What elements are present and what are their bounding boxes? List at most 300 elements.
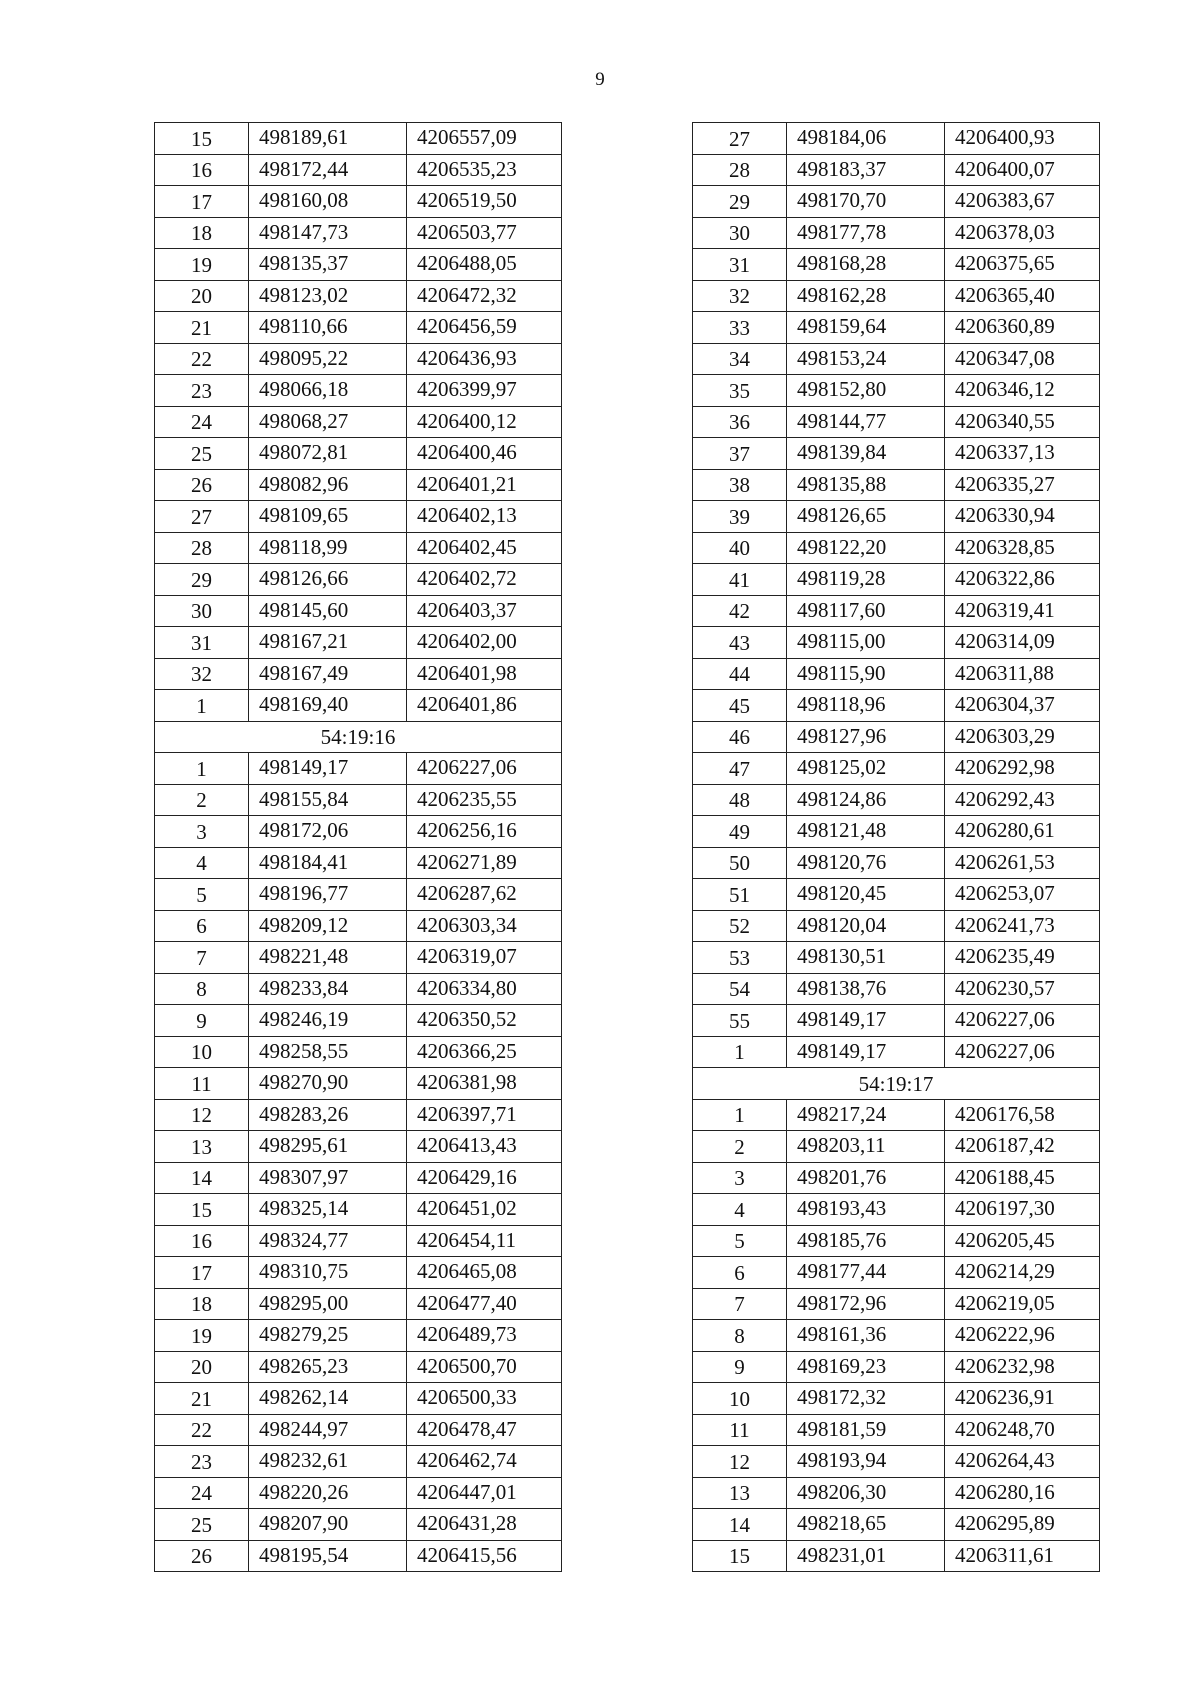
x-coordinate: 498206,30 <box>787 1477 945 1509</box>
point-number: 32 <box>155 658 249 690</box>
x-coordinate: 498218,65 <box>787 1509 945 1541</box>
x-coordinate: 498110,66 <box>249 312 407 344</box>
y-coordinate: 4206328,85 <box>945 532 1100 564</box>
y-coordinate: 4206375,65 <box>945 249 1100 281</box>
y-coordinate: 4206287,62 <box>407 879 562 911</box>
point-number: 22 <box>155 1414 249 1446</box>
point-number: 31 <box>693 249 787 281</box>
table-row <box>693 847 1100 879</box>
y-coordinate: 4206488,05 <box>407 249 562 281</box>
point-number: 1 <box>693 1036 787 1068</box>
x-coordinate: 498155,84 <box>249 784 407 816</box>
x-coordinate: 498135,37 <box>249 249 407 281</box>
table-row <box>155 375 562 407</box>
x-coordinate: 498283,26 <box>249 1099 407 1131</box>
table-row <box>693 1005 1100 1037</box>
table-row <box>155 627 562 659</box>
parcel-number: 54:19:16 <box>155 721 562 753</box>
x-coordinate: 498162,28 <box>787 280 945 312</box>
table-row <box>693 123 1100 155</box>
table-row <box>693 721 1100 753</box>
y-coordinate: 4206227,06 <box>945 1036 1100 1068</box>
table-row <box>155 1257 562 1289</box>
point-number: 10 <box>155 1036 249 1068</box>
x-coordinate: 498169,40 <box>249 690 407 722</box>
y-coordinate: 4206401,21 <box>407 469 562 501</box>
table-row <box>693 1225 1100 1257</box>
point-number: 15 <box>693 1540 787 1572</box>
table-row <box>155 1099 562 1131</box>
table-row <box>155 879 562 911</box>
point-number: 21 <box>155 1383 249 1415</box>
point-number: 41 <box>693 564 787 596</box>
point-number: 31 <box>155 627 249 659</box>
y-coordinate: 4206188,45 <box>945 1162 1100 1194</box>
point-number: 23 <box>155 1446 249 1478</box>
point-number: 27 <box>155 501 249 533</box>
point-number: 13 <box>155 1131 249 1163</box>
x-coordinate: 498195,54 <box>249 1540 407 1572</box>
x-coordinate: 498118,99 <box>249 532 407 564</box>
x-coordinate: 498115,00 <box>787 627 945 659</box>
y-coordinate: 4206397,71 <box>407 1099 562 1131</box>
y-coordinate: 4206381,98 <box>407 1068 562 1100</box>
table-row <box>155 186 562 218</box>
x-coordinate: 498109,65 <box>249 501 407 533</box>
point-number: 14 <box>693 1509 787 1541</box>
x-coordinate: 498119,28 <box>787 564 945 596</box>
x-coordinate: 498125,02 <box>787 753 945 785</box>
x-coordinate: 498167,21 <box>249 627 407 659</box>
table-row <box>155 532 562 564</box>
table-row <box>693 910 1100 942</box>
table-row <box>693 1351 1100 1383</box>
y-coordinate: 4206400,93 <box>945 123 1100 155</box>
x-coordinate: 498172,44 <box>249 154 407 186</box>
table-row <box>693 595 1100 627</box>
y-coordinate: 4206322,86 <box>945 564 1100 596</box>
y-coordinate: 4206303,29 <box>945 721 1100 753</box>
x-coordinate: 498149,17 <box>787 1036 945 1068</box>
y-coordinate: 4206399,97 <box>407 375 562 407</box>
point-number: 33 <box>693 312 787 344</box>
point-number: 35 <box>693 375 787 407</box>
y-coordinate: 4206401,98 <box>407 658 562 690</box>
point-number: 6 <box>693 1257 787 1289</box>
x-coordinate: 498177,78 <box>787 217 945 249</box>
table-row <box>155 469 562 501</box>
y-coordinate: 4206235,55 <box>407 784 562 816</box>
x-coordinate: 498295,61 <box>249 1131 407 1163</box>
table-row <box>693 1540 1100 1572</box>
x-coordinate: 498170,70 <box>787 186 945 218</box>
x-coordinate: 498115,90 <box>787 658 945 690</box>
point-number: 34 <box>693 343 787 375</box>
x-coordinate: 498184,41 <box>249 847 407 879</box>
y-coordinate: 4206292,43 <box>945 784 1100 816</box>
y-coordinate: 4206248,70 <box>945 1414 1100 1446</box>
coordinates-table-left-body <box>155 123 562 1572</box>
y-coordinate: 4206230,57 <box>945 973 1100 1005</box>
y-coordinate: 4206400,07 <box>945 154 1100 186</box>
x-coordinate: 498246,19 <box>249 1005 407 1037</box>
table-row <box>155 658 562 690</box>
table-row <box>693 1509 1100 1541</box>
table-row <box>693 406 1100 438</box>
table-row <box>693 784 1100 816</box>
section-header-row <box>155 721 562 753</box>
y-coordinate: 4206503,77 <box>407 217 562 249</box>
point-number: 1 <box>155 753 249 785</box>
y-coordinate: 4206261,53 <box>945 847 1100 879</box>
table-row <box>693 1036 1100 1068</box>
point-number: 2 <box>155 784 249 816</box>
table-row <box>693 1194 1100 1226</box>
point-number: 15 <box>155 1194 249 1226</box>
point-number: 14 <box>155 1162 249 1194</box>
y-coordinate: 4206292,98 <box>945 753 1100 785</box>
x-coordinate: 498072,81 <box>249 438 407 470</box>
x-coordinate: 498118,96 <box>787 690 945 722</box>
coordinates-table-right-body <box>693 123 1100 1572</box>
y-coordinate: 4206303,34 <box>407 910 562 942</box>
table-row <box>693 469 1100 501</box>
x-coordinate: 498307,97 <box>249 1162 407 1194</box>
x-coordinate: 498217,24 <box>787 1099 945 1131</box>
point-number: 20 <box>155 280 249 312</box>
point-number: 3 <box>693 1162 787 1194</box>
y-coordinate: 4206280,61 <box>945 816 1100 848</box>
x-coordinate: 498123,02 <box>249 280 407 312</box>
table-row <box>693 375 1100 407</box>
y-coordinate: 4206222,96 <box>945 1320 1100 1352</box>
point-number: 18 <box>155 217 249 249</box>
x-coordinate: 498324,77 <box>249 1225 407 1257</box>
y-coordinate: 4206500,33 <box>407 1383 562 1415</box>
x-coordinate: 498122,20 <box>787 532 945 564</box>
point-number: 17 <box>155 1257 249 1289</box>
table-row <box>155 1288 562 1320</box>
table-row <box>693 249 1100 281</box>
y-coordinate: 4206454,11 <box>407 1225 562 1257</box>
x-coordinate: 498207,90 <box>249 1509 407 1541</box>
point-number: 9 <box>155 1005 249 1037</box>
point-number: 7 <box>155 942 249 974</box>
x-coordinate: 498126,66 <box>249 564 407 596</box>
x-coordinate: 498209,12 <box>249 910 407 942</box>
point-number: 19 <box>155 249 249 281</box>
table-row <box>693 564 1100 596</box>
page-number: 9 <box>595 69 605 90</box>
table-row <box>693 627 1100 659</box>
point-number: 51 <box>693 879 787 911</box>
x-coordinate: 498145,60 <box>249 595 407 627</box>
y-coordinate: 4206319,41 <box>945 595 1100 627</box>
table-row <box>155 1194 562 1226</box>
y-coordinate: 4206451,02 <box>407 1194 562 1226</box>
point-number: 40 <box>693 532 787 564</box>
x-coordinate: 498066,18 <box>249 375 407 407</box>
point-number: 5 <box>155 879 249 911</box>
table-row <box>693 154 1100 186</box>
y-coordinate: 4206360,89 <box>945 312 1100 344</box>
coordinates-table-left <box>154 122 562 1572</box>
table-row <box>155 123 562 155</box>
x-coordinate: 498310,75 <box>249 1257 407 1289</box>
y-coordinate: 4206402,72 <box>407 564 562 596</box>
point-number: 24 <box>155 406 249 438</box>
x-coordinate: 498244,97 <box>249 1414 407 1446</box>
y-coordinate: 4206271,89 <box>407 847 562 879</box>
x-coordinate: 498161,36 <box>787 1320 945 1352</box>
x-coordinate: 498120,76 <box>787 847 945 879</box>
y-coordinate: 4206346,12 <box>945 375 1100 407</box>
point-number: 30 <box>693 217 787 249</box>
point-number: 15 <box>155 123 249 155</box>
x-coordinate: 498189,61 <box>249 123 407 155</box>
y-coordinate: 4206205,45 <box>945 1225 1100 1257</box>
x-coordinate: 498169,23 <box>787 1351 945 1383</box>
point-number: 17 <box>155 186 249 218</box>
point-number: 36 <box>693 406 787 438</box>
table-row <box>155 910 562 942</box>
table-row <box>693 1320 1100 1352</box>
point-number: 28 <box>693 154 787 186</box>
x-coordinate: 498168,28 <box>787 249 945 281</box>
point-number: 29 <box>693 186 787 218</box>
y-coordinate: 4206456,59 <box>407 312 562 344</box>
table-row <box>155 154 562 186</box>
table-row <box>155 217 562 249</box>
x-coordinate: 498147,73 <box>249 217 407 249</box>
y-coordinate: 4206535,23 <box>407 154 562 186</box>
x-coordinate: 498196,77 <box>249 879 407 911</box>
table-row <box>155 1540 562 1572</box>
point-number: 32 <box>693 280 787 312</box>
y-coordinate: 4206241,73 <box>945 910 1100 942</box>
point-number: 2 <box>693 1131 787 1163</box>
y-coordinate: 4206176,58 <box>945 1099 1100 1131</box>
point-number: 12 <box>693 1446 787 1478</box>
y-coordinate: 4206403,37 <box>407 595 562 627</box>
x-coordinate: 498160,08 <box>249 186 407 218</box>
table-row <box>155 1509 562 1541</box>
x-coordinate: 498130,51 <box>787 942 945 974</box>
y-coordinate: 4206477,40 <box>407 1288 562 1320</box>
y-coordinate: 4206365,40 <box>945 280 1100 312</box>
y-coordinate: 4206236,91 <box>945 1383 1100 1415</box>
point-number: 55 <box>693 1005 787 1037</box>
point-number: 8 <box>693 1320 787 1352</box>
table-row <box>155 942 562 974</box>
y-coordinate: 4206337,13 <box>945 438 1100 470</box>
x-coordinate: 498068,27 <box>249 406 407 438</box>
x-coordinate: 498138,76 <box>787 973 945 1005</box>
x-coordinate: 498265,23 <box>249 1351 407 1383</box>
x-coordinate: 498232,61 <box>249 1446 407 1478</box>
y-coordinate: 4206311,88 <box>945 658 1100 690</box>
table-row <box>693 1446 1100 1478</box>
point-number: 23 <box>155 375 249 407</box>
table-row <box>155 1446 562 1478</box>
point-number: 11 <box>155 1068 249 1100</box>
point-number: 42 <box>693 595 787 627</box>
table-row <box>155 816 562 848</box>
table-row <box>693 1257 1100 1289</box>
x-coordinate: 498126,65 <box>787 501 945 533</box>
y-coordinate: 4206402,45 <box>407 532 562 564</box>
y-coordinate: 4206340,55 <box>945 406 1100 438</box>
y-coordinate: 4206462,74 <box>407 1446 562 1478</box>
table-row <box>155 973 562 1005</box>
point-number: 7 <box>693 1288 787 1320</box>
y-coordinate: 4206400,46 <box>407 438 562 470</box>
y-coordinate: 4206378,03 <box>945 217 1100 249</box>
table-row <box>155 1351 562 1383</box>
x-coordinate: 498149,17 <box>249 753 407 785</box>
point-number: 22 <box>155 343 249 375</box>
point-number: 44 <box>693 658 787 690</box>
table-row <box>693 1414 1100 1446</box>
y-coordinate: 4206500,70 <box>407 1351 562 1383</box>
table-row <box>155 1068 562 1100</box>
table-row <box>155 690 562 722</box>
point-number: 25 <box>155 1509 249 1541</box>
x-coordinate: 498120,04 <box>787 910 945 942</box>
parcel-number: 54:19:17 <box>693 1068 1100 1100</box>
x-coordinate: 498185,76 <box>787 1225 945 1257</box>
table-row <box>155 595 562 627</box>
table-row <box>155 1005 562 1037</box>
y-coordinate: 4206415,56 <box>407 1540 562 1572</box>
y-coordinate: 4206214,29 <box>945 1257 1100 1289</box>
x-coordinate: 498181,59 <box>787 1414 945 1446</box>
x-coordinate: 498124,86 <box>787 784 945 816</box>
point-number: 52 <box>693 910 787 942</box>
table-row <box>693 942 1100 974</box>
x-coordinate: 498220,26 <box>249 1477 407 1509</box>
x-coordinate: 498270,90 <box>249 1068 407 1100</box>
coordinates-table-right <box>692 122 1100 1572</box>
y-coordinate: 4206465,08 <box>407 1257 562 1289</box>
y-coordinate: 4206330,94 <box>945 501 1100 533</box>
point-number: 27 <box>693 123 787 155</box>
point-number: 54 <box>693 973 787 1005</box>
x-coordinate: 498193,94 <box>787 1446 945 1478</box>
point-number: 28 <box>155 532 249 564</box>
x-coordinate: 498120,45 <box>787 879 945 911</box>
point-number: 4 <box>693 1194 787 1226</box>
table-row <box>155 1414 562 1446</box>
table-row <box>155 249 562 281</box>
point-number: 12 <box>155 1099 249 1131</box>
table-row <box>155 1131 562 1163</box>
y-coordinate: 4206431,28 <box>407 1509 562 1541</box>
table-row <box>693 1383 1100 1415</box>
x-coordinate: 498135,88 <box>787 469 945 501</box>
point-number: 39 <box>693 501 787 533</box>
table-row <box>155 1162 562 1194</box>
table-row <box>693 1099 1100 1131</box>
y-coordinate: 4206366,25 <box>407 1036 562 1068</box>
point-number: 13 <box>693 1477 787 1509</box>
table-row <box>693 1288 1100 1320</box>
y-coordinate: 4206335,27 <box>945 469 1100 501</box>
table-row <box>155 501 562 533</box>
table-row <box>693 343 1100 375</box>
table-row <box>155 1225 562 1257</box>
y-coordinate: 4206227,06 <box>945 1005 1100 1037</box>
point-number: 8 <box>155 973 249 1005</box>
y-coordinate: 4206519,50 <box>407 186 562 218</box>
table-row <box>693 658 1100 690</box>
point-number: 20 <box>155 1351 249 1383</box>
point-number: 11 <box>693 1414 787 1446</box>
y-coordinate: 4206304,37 <box>945 690 1100 722</box>
y-coordinate: 4206350,52 <box>407 1005 562 1037</box>
table-row <box>693 438 1100 470</box>
table-row <box>155 564 562 596</box>
y-coordinate: 4206253,07 <box>945 879 1100 911</box>
table-row <box>155 753 562 785</box>
x-coordinate: 498172,06 <box>249 816 407 848</box>
y-coordinate: 4206436,93 <box>407 343 562 375</box>
table-row <box>155 280 562 312</box>
point-number: 50 <box>693 847 787 879</box>
y-coordinate: 4206235,49 <box>945 942 1100 974</box>
table-row <box>693 280 1100 312</box>
y-coordinate: 4206557,09 <box>407 123 562 155</box>
y-coordinate: 4206197,30 <box>945 1194 1100 1226</box>
x-coordinate: 498221,48 <box>249 942 407 974</box>
point-number: 49 <box>693 816 787 848</box>
x-coordinate: 498262,14 <box>249 1383 407 1415</box>
table-row <box>693 753 1100 785</box>
y-coordinate: 4206402,13 <box>407 501 562 533</box>
y-coordinate: 4206401,86 <box>407 690 562 722</box>
y-coordinate: 4206413,43 <box>407 1131 562 1163</box>
y-coordinate: 4206489,73 <box>407 1320 562 1352</box>
x-coordinate: 498183,37 <box>787 154 945 186</box>
table-row <box>693 186 1100 218</box>
table-row <box>693 816 1100 848</box>
y-coordinate: 4206314,09 <box>945 627 1100 659</box>
point-number: 25 <box>155 438 249 470</box>
table-row <box>155 1383 562 1415</box>
point-number: 3 <box>155 816 249 848</box>
x-coordinate: 498201,76 <box>787 1162 945 1194</box>
point-number: 46 <box>693 721 787 753</box>
table-row <box>693 532 1100 564</box>
table-row <box>155 1477 562 1509</box>
point-number: 37 <box>693 438 787 470</box>
point-number: 16 <box>155 154 249 186</box>
x-coordinate: 498153,24 <box>787 343 945 375</box>
y-coordinate: 4206219,05 <box>945 1288 1100 1320</box>
x-coordinate: 498172,96 <box>787 1288 945 1320</box>
y-coordinate: 4206347,08 <box>945 343 1100 375</box>
x-coordinate: 498177,44 <box>787 1257 945 1289</box>
y-coordinate: 4206232,98 <box>945 1351 1100 1383</box>
x-coordinate: 498258,55 <box>249 1036 407 1068</box>
y-coordinate: 4206478,47 <box>407 1414 562 1446</box>
table-row <box>693 312 1100 344</box>
y-coordinate: 4206472,32 <box>407 280 562 312</box>
point-number: 5 <box>693 1225 787 1257</box>
point-number: 1 <box>155 690 249 722</box>
x-coordinate: 498184,06 <box>787 123 945 155</box>
point-number: 48 <box>693 784 787 816</box>
